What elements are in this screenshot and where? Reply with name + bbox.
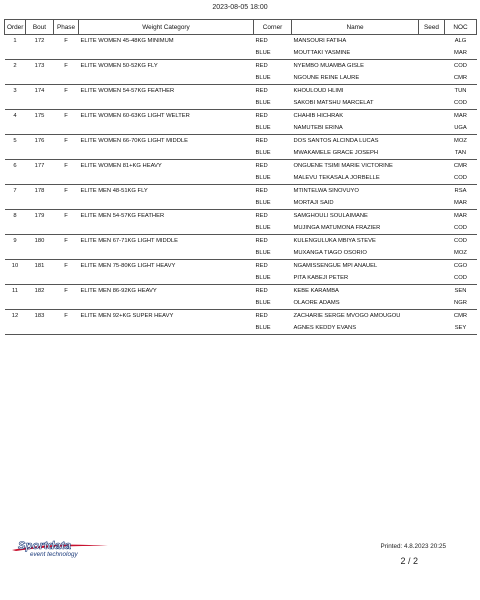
- weight-category: ELITE MEN 54-57KG FEATHER: [80, 213, 165, 219]
- red-noc: COD: [454, 63, 467, 69]
- bout-order: 12: [11, 313, 19, 319]
- bout-phase: F: [64, 63, 68, 69]
- red-corner: RED: [255, 288, 268, 294]
- header-name: Name: [292, 20, 419, 35]
- bout-row-red: [5, 260, 477, 273]
- bout-spacer: [26, 122, 54, 135]
- blue-seed: [419, 297, 445, 310]
- bout-phase: F: [64, 263, 68, 269]
- red-noc: CMR: [453, 163, 468, 169]
- blue-corner: BLUE: [254, 222, 292, 235]
- bout-order: 8: [13, 213, 17, 219]
- red-boxer-name: CHAHIB HICHRAK: [293, 113, 344, 119]
- weight-category: ELITE MEN 92+KG SUPER HEAVY: [80, 313, 174, 319]
- bout-row-blue: [5, 322, 477, 335]
- weight-category: ELITE WOMEN 66-70KG LIGHT MIDDLE: [80, 138, 188, 144]
- bout-order: 3: [13, 88, 17, 94]
- blue-seed: [419, 97, 445, 110]
- phase-spacer: [54, 322, 79, 335]
- red-noc: CGO: [453, 263, 468, 269]
- bout-order: 1: [13, 38, 17, 44]
- category-spacer: [79, 272, 254, 285]
- red-corner: RED: [255, 38, 268, 44]
- bout-order: 11: [11, 288, 19, 294]
- category-spacer: [79, 197, 254, 210]
- blue-corner: BLUE: [254, 297, 292, 310]
- blue-corner: BLUE: [254, 197, 292, 210]
- category-spacer: [79, 297, 254, 310]
- blue-boxer-name: MALEVU TEKASALA JORBELLE: [292, 172, 419, 185]
- blue-boxer-name: MOUTTAKI YASMINE: [292, 47, 419, 60]
- header-weight-category: Weight Category: [79, 20, 254, 35]
- bout-number: 182: [34, 288, 45, 294]
- blue-corner: BLUE: [254, 272, 292, 285]
- order-spacer: [5, 172, 26, 185]
- order-spacer: [5, 97, 26, 110]
- blue-seed: [419, 172, 445, 185]
- phase-spacer: [54, 47, 79, 60]
- report-datetime: 2023-08-05 18:00: [212, 4, 268, 11]
- order-spacer: [5, 147, 26, 160]
- order-spacer: [5, 222, 26, 235]
- blue-seed: [419, 322, 445, 335]
- bout-row-red: [5, 85, 477, 98]
- weight-category: ELITE WOMEN 60-63KG LIGHT WELTER: [80, 113, 190, 119]
- blue-noc: UGA: [445, 122, 477, 135]
- red-boxer-name: NYEMBO MUAMBA GISLE: [293, 63, 365, 69]
- bout-spacer: [26, 147, 54, 160]
- blue-seed: [419, 147, 445, 160]
- blue-seed: [419, 122, 445, 135]
- category-spacer: [79, 97, 254, 110]
- blue-corner: BLUE: [254, 147, 292, 160]
- weight-category: ELITE WOMEN 81+KG HEAVY: [80, 163, 162, 169]
- blue-boxer-name: NGOUNE REINE LAURE: [292, 72, 419, 85]
- bout-number: 183: [34, 313, 45, 319]
- bout-number: 177: [34, 163, 45, 169]
- phase-spacer: [54, 272, 79, 285]
- blue-seed: [419, 222, 445, 235]
- red-corner: RED: [255, 188, 268, 194]
- bout-row-red: [5, 235, 477, 248]
- bout-number: 175: [34, 113, 45, 119]
- blue-corner: BLUE: [254, 47, 292, 60]
- blue-boxer-name: MUXANGA TIAGO OSORIO: [292, 247, 419, 260]
- red-corner: RED: [255, 263, 268, 269]
- header-order: Order: [5, 20, 26, 35]
- bout-order: 10: [11, 263, 19, 269]
- header-bout: Bout: [26, 20, 54, 35]
- weight-category: ELITE MEN 48-51KG FLY: [80, 188, 148, 194]
- red-boxer-name: NGAMISSENGUE MPI ANAUEL: [293, 263, 378, 269]
- bout-phase: F: [64, 313, 68, 319]
- bout-row-red: [5, 160, 477, 173]
- bout-row-blue: [5, 122, 477, 135]
- blue-noc: CMR: [445, 72, 477, 85]
- bout-number: 178: [34, 188, 45, 194]
- bout-number: 174: [34, 88, 45, 94]
- red-seed: [419, 160, 445, 173]
- bout-row-red: [5, 310, 477, 323]
- red-noc: MOZ: [454, 138, 467, 144]
- bout-number: 172: [34, 38, 45, 44]
- header-noc: NOC: [445, 20, 477, 35]
- bout-row-red: [5, 60, 477, 73]
- bout-order: 9: [13, 238, 17, 244]
- blue-boxer-name: MORTAJI SAID: [292, 197, 419, 210]
- order-spacer: [5, 272, 26, 285]
- phase-spacer: [54, 247, 79, 260]
- red-seed: [419, 235, 445, 248]
- red-corner: RED: [255, 113, 268, 119]
- blue-boxer-name: PITA KABEJI PETER: [292, 272, 419, 285]
- logo-tagline: event technology: [30, 551, 78, 558]
- bout-number: 173: [34, 63, 45, 69]
- red-seed: [419, 135, 445, 148]
- red-corner: RED: [255, 238, 268, 244]
- sportdata-logo: [10, 540, 120, 562]
- bout-results-table: [4, 19, 477, 335]
- header-phase: Phase: [54, 20, 79, 35]
- blue-boxer-name: MUJINGA MATUMONA FRAZIER: [292, 222, 419, 235]
- order-spacer: [5, 122, 26, 135]
- category-spacer: [79, 172, 254, 185]
- bout-phase: F: [64, 38, 68, 44]
- blue-noc: SEY: [445, 322, 477, 335]
- blue-boxer-name: MWAKAMELE GRACE JOSEPH: [292, 147, 419, 160]
- red-seed: [419, 285, 445, 298]
- red-corner: RED: [255, 63, 268, 69]
- category-spacer: [79, 322, 254, 335]
- bout-row-red: [5, 185, 477, 198]
- weight-category: ELITE WOMEN 50-52KG FLY: [80, 63, 158, 69]
- blue-seed: [419, 272, 445, 285]
- blue-corner: BLUE: [254, 122, 292, 135]
- order-spacer: [5, 322, 26, 335]
- category-spacer: [79, 222, 254, 235]
- phase-spacer: [54, 72, 79, 85]
- bout-order: 4: [13, 113, 17, 119]
- bout-order: 2: [13, 63, 17, 69]
- bout-spacer: [26, 72, 54, 85]
- red-noc: MAR: [454, 113, 467, 119]
- bout-row-red: [5, 110, 477, 123]
- bout-phase: F: [64, 88, 68, 94]
- order-spacer: [5, 297, 26, 310]
- blue-noc: MAR: [445, 197, 477, 210]
- red-boxer-name: DOS SANTOS ALCINDA LUCAS: [293, 138, 379, 144]
- red-seed: [419, 35, 445, 48]
- bout-phase: F: [64, 113, 68, 119]
- blue-noc: COD: [445, 222, 477, 235]
- bout-number: 179: [34, 213, 45, 219]
- bout-row-red: [5, 285, 477, 298]
- red-boxer-name: MTINTELWA SINOVUYO: [293, 188, 359, 194]
- bout-row-red: [5, 35, 477, 48]
- bout-order: 6: [13, 163, 17, 169]
- bout-row-blue: [5, 172, 477, 185]
- category-spacer: [79, 122, 254, 135]
- blue-noc: MAR: [445, 47, 477, 60]
- bout-phase: F: [64, 163, 68, 169]
- red-noc: MAR: [454, 213, 467, 219]
- bout-order: 5: [13, 138, 17, 144]
- red-corner: RED: [255, 213, 268, 219]
- order-spacer: [5, 247, 26, 260]
- bout-table-body: [5, 35, 477, 335]
- red-seed: [419, 260, 445, 273]
- blue-seed: [419, 72, 445, 85]
- red-seed: [419, 85, 445, 98]
- bout-order: 7: [13, 188, 17, 194]
- bout-number: 181: [34, 263, 45, 269]
- bout-spacer: [26, 272, 54, 285]
- category-spacer: [79, 72, 254, 85]
- phase-spacer: [54, 222, 79, 235]
- bout-row-blue: [5, 47, 477, 60]
- red-noc: TUN: [454, 88, 467, 94]
- red-seed: [419, 110, 445, 123]
- phase-spacer: [54, 147, 79, 160]
- bout-number: 180: [34, 238, 45, 244]
- red-corner: RED: [255, 138, 268, 144]
- blue-corner: BLUE: [254, 72, 292, 85]
- order-spacer: [5, 197, 26, 210]
- category-spacer: [79, 147, 254, 160]
- phase-spacer: [54, 97, 79, 110]
- red-seed: [419, 210, 445, 223]
- weight-category: ELITE WOMEN 45-48KG MINIMUM: [80, 38, 174, 44]
- weight-category: ELITE MEN 75-80KG LIGHT HEAVY: [80, 263, 176, 269]
- bout-spacer: [26, 322, 54, 335]
- order-spacer: [5, 47, 26, 60]
- phase-spacer: [54, 197, 79, 210]
- bout-spacer: [26, 222, 54, 235]
- red-corner: RED: [255, 88, 268, 94]
- blue-seed: [419, 47, 445, 60]
- red-boxer-name: ONGUENE TSIMI MARIE VICTORINE: [293, 163, 393, 169]
- bout-number: 176: [34, 138, 45, 144]
- red-boxer-name: KHOULOUD HLIMI: [293, 88, 344, 94]
- bout-row-blue: [5, 72, 477, 85]
- bout-spacer: [26, 172, 54, 185]
- page-number: 2 / 2: [400, 556, 418, 566]
- phase-spacer: [54, 172, 79, 185]
- printed-timestamp: Printed: 4.8.2023 20:25: [380, 543, 446, 550]
- blue-noc: NGR: [445, 297, 477, 310]
- red-noc: RSA: [454, 188, 467, 194]
- table-header-row: [5, 20, 477, 35]
- red-boxer-name: ZACHARIE SERGE MVOGO AMOUGOU: [293, 313, 401, 319]
- red-noc: ALG: [454, 38, 467, 44]
- weight-category: ELITE WOMEN 54-57KG FEATHER: [80, 88, 175, 94]
- red-seed: [419, 310, 445, 323]
- bout-row-blue: [5, 247, 477, 260]
- header-corner: Corner: [254, 20, 292, 35]
- blue-corner: BLUE: [254, 322, 292, 335]
- bout-spacer: [26, 297, 54, 310]
- bout-spacer: [26, 247, 54, 260]
- blue-noc: COD: [445, 97, 477, 110]
- bout-row-blue: [5, 222, 477, 235]
- bout-phase: F: [64, 288, 68, 294]
- blue-boxer-name: SAKOBI MATSHU MARCELAT: [292, 97, 419, 110]
- header-seed: Seed: [419, 20, 445, 35]
- bout-row-blue: [5, 147, 477, 160]
- blue-noc: TAN: [445, 147, 477, 160]
- phase-spacer: [54, 297, 79, 310]
- weight-category: ELITE MEN 86-92KG HEAVY: [80, 288, 157, 294]
- bout-spacer: [26, 197, 54, 210]
- blue-boxer-name: NAMUTEBI ERINA: [292, 122, 419, 135]
- weight-category: ELITE MEN 67-71KG LIGHT MIDDLE: [80, 238, 179, 244]
- blue-corner: BLUE: [254, 97, 292, 110]
- red-noc: SEN: [454, 288, 467, 294]
- red-seed: [419, 60, 445, 73]
- red-boxer-name: KULENGULUKA MBIYA STEVE: [293, 238, 376, 244]
- blue-seed: [419, 247, 445, 260]
- blue-noc: COD: [445, 272, 477, 285]
- blue-noc: COD: [445, 172, 477, 185]
- bout-row-blue: [5, 197, 477, 210]
- category-spacer: [79, 47, 254, 60]
- bout-spacer: [26, 97, 54, 110]
- bout-spacer: [26, 47, 54, 60]
- blue-boxer-name: AGNES KEDDY EVANS: [292, 322, 419, 335]
- phase-spacer: [54, 122, 79, 135]
- category-spacer: [79, 247, 254, 260]
- red-boxer-name: SAMGHOULI SOULAIMANE: [293, 213, 368, 219]
- red-corner: RED: [255, 163, 268, 169]
- blue-noc: MOZ: [445, 247, 477, 260]
- order-spacer: [5, 72, 26, 85]
- red-noc: CMR: [453, 313, 468, 319]
- bout-row-blue: [5, 97, 477, 110]
- bout-phase: F: [64, 188, 68, 194]
- bout-row-blue: [5, 272, 477, 285]
- blue-boxer-name: OLAORE ADAMS: [292, 297, 419, 310]
- red-noc: COD: [454, 238, 467, 244]
- blue-corner: BLUE: [254, 247, 292, 260]
- bout-phase: F: [64, 138, 68, 144]
- bout-row-red: [5, 210, 477, 223]
- blue-seed: [419, 197, 445, 210]
- red-seed: [419, 185, 445, 198]
- blue-corner: BLUE: [254, 172, 292, 185]
- bout-row-red: [5, 135, 477, 148]
- bout-row-blue: [5, 297, 477, 310]
- red-boxer-name: KEBE KARAMBA: [293, 288, 339, 294]
- bout-phase: F: [64, 213, 68, 219]
- red-corner: RED: [255, 313, 268, 319]
- red-boxer-name: MANSOURI FATIHA: [293, 38, 347, 44]
- bout-phase: F: [64, 238, 68, 244]
- logo-wordmark: Sportdata: [18, 540, 72, 552]
